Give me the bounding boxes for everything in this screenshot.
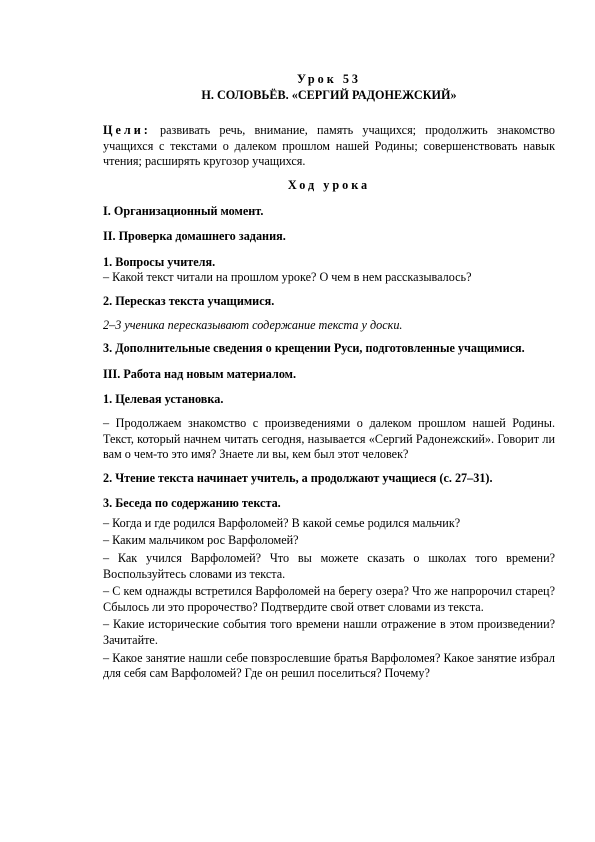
section-homework-check: II. Проверка домашнего задания.	[103, 229, 286, 244]
goals-text: развивать речь, внимание, память учащихся; продолжить знакомство учащихся с текстами о далеком прошлом нашей Родины; совершенствовать навык чтения; расширять кругозор учащихся.	[103, 123, 555, 169]
subsection-discussion: 3. Беседа по содержанию текста.	[103, 496, 281, 511]
question-item: – Как учился Варфоломей? Что вы можете сказать о школах того времени? Воспользуйтесь словами из текста.	[103, 551, 555, 581]
subsection-retelling: 2. Пересказ текста учащимися.	[103, 293, 275, 308]
section-organizational: I. Организационный момент.	[103, 203, 264, 218]
goals-label: Цели:	[103, 123, 151, 138]
lesson-title: Н. СОЛОВЬЁВ. «СЕРГИЙ РАДОНЕЖСКИЙ»	[201, 87, 457, 102]
question-item: – Каким мальчиком рос Варфоломей?	[103, 533, 299, 548]
teacher-question-text: – Какой текст читали на прошлом уроке? О чем в нем рассказывалось?	[103, 270, 472, 285]
retelling-note: 2–3 ученика пересказывают содержание текста у доски.	[103, 317, 403, 332]
lesson-number: Урок 53	[296, 72, 362, 86]
question-item: – Какие исторические события того времени нашли отражение в этом произведении? Зачитайте.	[103, 617, 555, 648]
subsection-teacher-questions: 1. Вопросы учителя.	[103, 254, 216, 269]
document-page	[103, 72, 555, 682]
goal-setting-text: – Продолжаем знакомство с произведениями о далеком прошлом нашей Родины. Текст, который начнем читать сегодня, называется «Сергий Радонежский». Говорит ли вам о чем-то это имя? Знаете ли вы, кем был этот человек?	[103, 415, 555, 462]
course-title: Ход урока	[287, 177, 371, 192]
goals-paragraph	[103, 123, 555, 170]
section-new-material: III. Работа над новым материалом.	[103, 366, 297, 381]
subsection-reading: 2. Чтение текста начинает учитель, а продолжают учащиеся (с. 27–31).	[103, 470, 493, 485]
question-item: – С кем однажды встретился Варфоломей на берегу озера? Что же напророчил старец? Сбылось ли это пророчество? Подтвердите свой ответ словами из текста.	[103, 584, 555, 614]
subsection-goal-setting: 1. Целевая установка.	[103, 392, 224, 407]
question-item: – Когда и где родился Варфоломей? В какой семье родился мальчик?	[103, 515, 461, 530]
subsection-extra-info: 3. Дополнительные сведения о крещении Руси, подготовленные учащимися.	[103, 341, 525, 356]
question-item: – Какое занятие нашли себе повзрослевшие братья Варфоломея? Какое занятие избрал для себя сам Варфоломей? Где он решил поселиться? Почему?	[103, 650, 555, 681]
